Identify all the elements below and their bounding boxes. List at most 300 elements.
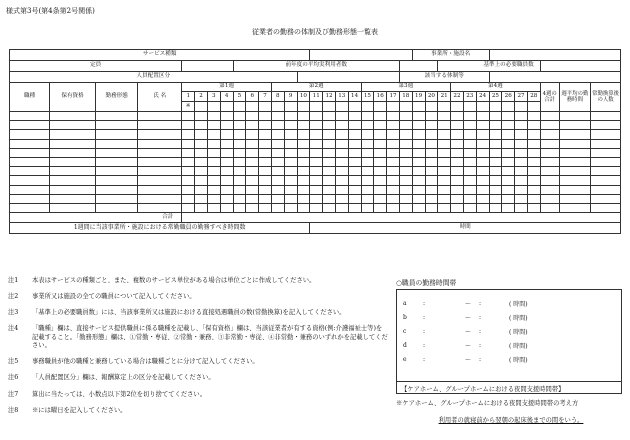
staff-cell[interactable] xyxy=(138,139,182,148)
weekday-cell[interactable] xyxy=(207,102,220,112)
staff-cell[interactable] xyxy=(220,167,233,176)
staff-cell[interactable] xyxy=(559,157,591,166)
staff-cell[interactable] xyxy=(361,167,374,176)
staff-cell[interactable] xyxy=(259,130,272,139)
staff-cell[interactable] xyxy=(387,167,400,176)
staff-category-value[interactable] xyxy=(297,72,399,83)
staff-cell[interactable] xyxy=(527,176,540,185)
staff-cell[interactable] xyxy=(335,203,348,212)
staff-cell[interactable] xyxy=(138,167,182,176)
staff-cell[interactable] xyxy=(515,157,528,166)
staff-cell[interactable] xyxy=(412,121,425,130)
staff-cell[interactable] xyxy=(233,203,246,212)
staff-cell[interactable] xyxy=(310,139,323,148)
staff-cell[interactable] xyxy=(220,176,233,185)
staff-cell[interactable] xyxy=(323,139,336,148)
staff-cell[interactable] xyxy=(559,148,591,157)
staff-cell[interactable] xyxy=(515,139,528,148)
staff-cell[interactable] xyxy=(195,121,208,130)
staff-cell[interactable] xyxy=(271,194,284,203)
staff-cell[interactable] xyxy=(527,130,540,139)
staff-cell[interactable] xyxy=(310,148,323,157)
staff-cell[interactable] xyxy=(323,157,336,166)
staff-cell[interactable] xyxy=(489,203,502,212)
staff-cell[interactable] xyxy=(374,194,387,203)
staff-cell[interactable] xyxy=(207,121,220,130)
staff-cell[interactable] xyxy=(591,203,621,212)
staff-cell[interactable] xyxy=(425,203,438,212)
staff-cell[interactable] xyxy=(540,130,559,139)
staff-cell[interactable] xyxy=(284,148,297,157)
staff-cell[interactable] xyxy=(284,167,297,176)
staff-cell[interactable] xyxy=(220,185,233,194)
staff-cell[interactable] xyxy=(489,194,502,203)
staff-cell[interactable] xyxy=(297,185,310,194)
staff-cell[interactable] xyxy=(361,157,374,166)
staff-cell[interactable] xyxy=(182,167,195,176)
staff-cell[interactable] xyxy=(10,167,50,176)
staff-cell[interactable] xyxy=(476,139,489,148)
staff-cell[interactable] xyxy=(246,148,259,157)
staff-cell[interactable] xyxy=(323,185,336,194)
staff-cell[interactable] xyxy=(476,157,489,166)
staff-cell[interactable] xyxy=(489,176,502,185)
staff-cell[interactable] xyxy=(195,194,208,203)
staff-cell[interactable] xyxy=(297,203,310,212)
staff-cell[interactable] xyxy=(591,185,621,194)
staff-cell[interactable] xyxy=(323,130,336,139)
staff-cell[interactable] xyxy=(96,157,138,166)
staff-cell[interactable] xyxy=(182,157,195,166)
staff-cell[interactable] xyxy=(195,167,208,176)
staff-cell[interactable] xyxy=(412,203,425,212)
staff-cell[interactable] xyxy=(96,130,138,139)
staff-cell[interactable] xyxy=(489,185,502,194)
staff-cell[interactable] xyxy=(323,194,336,203)
staff-cell[interactable] xyxy=(335,130,348,139)
staff-cell[interactable] xyxy=(515,194,528,203)
staff-cell[interactable] xyxy=(10,139,50,148)
staff-cell[interactable] xyxy=(323,167,336,176)
staff-cell[interactable] xyxy=(182,121,195,130)
staff-cell[interactable] xyxy=(195,112,208,121)
staff-cell[interactable] xyxy=(399,148,412,157)
staff-cell[interactable] xyxy=(246,139,259,148)
staff-cell[interactable] xyxy=(310,157,323,166)
weekday-cell[interactable] xyxy=(502,102,515,112)
staff-cell[interactable] xyxy=(399,203,412,212)
staff-cell[interactable] xyxy=(49,185,95,194)
staff-cell[interactable] xyxy=(476,176,489,185)
staff-cell[interactable] xyxy=(49,194,95,203)
staff-cell[interactable] xyxy=(425,194,438,203)
staff-cell[interactable] xyxy=(412,157,425,166)
staff-cell[interactable] xyxy=(515,148,528,157)
staff-cell[interactable] xyxy=(335,185,348,194)
staff-cell[interactable] xyxy=(220,121,233,130)
staff-cell[interactable] xyxy=(361,176,374,185)
staff-cell[interactable] xyxy=(220,157,233,166)
staff-cell[interactable] xyxy=(49,121,95,130)
staff-cell[interactable] xyxy=(207,157,220,166)
staff-cell[interactable] xyxy=(182,203,195,212)
staff-cell[interactable] xyxy=(515,121,528,130)
staff-cell[interactable] xyxy=(10,121,50,130)
staff-cell[interactable] xyxy=(246,167,259,176)
staff-cell[interactable] xyxy=(489,112,502,121)
staff-cell[interactable] xyxy=(540,176,559,185)
staff-cell[interactable] xyxy=(540,121,559,130)
staff-cell[interactable] xyxy=(348,167,361,176)
staff-cell[interactable] xyxy=(476,203,489,212)
staff-cell[interactable] xyxy=(284,130,297,139)
staff-cell[interactable] xyxy=(489,157,502,166)
staff-cell[interactable] xyxy=(10,148,50,157)
weekday-cell[interactable] xyxy=(284,102,297,112)
staff-cell[interactable] xyxy=(271,139,284,148)
staff-cell[interactable] xyxy=(425,157,438,166)
staff-cell[interactable] xyxy=(463,167,476,176)
staff-cell[interactable] xyxy=(425,139,438,148)
staff-cell[interactable] xyxy=(297,130,310,139)
staff-cell[interactable] xyxy=(361,203,374,212)
staff-cell[interactable] xyxy=(540,157,559,166)
staff-cell[interactable] xyxy=(361,139,374,148)
staff-cell[interactable] xyxy=(10,185,50,194)
staff-cell[interactable] xyxy=(335,157,348,166)
weekday-cell[interactable] xyxy=(399,102,412,112)
staff-cell[interactable] xyxy=(271,148,284,157)
staff-cell[interactable] xyxy=(323,121,336,130)
weekday-cell[interactable]: ※ xyxy=(182,102,195,112)
staff-cell[interactable] xyxy=(96,148,138,157)
staff-cell[interactable] xyxy=(284,185,297,194)
staff-cell[interactable] xyxy=(559,203,591,212)
staff-cell[interactable] xyxy=(476,148,489,157)
staff-cell[interactable] xyxy=(96,139,138,148)
staff-cell[interactable] xyxy=(246,194,259,203)
staff-cell[interactable] xyxy=(463,130,476,139)
staff-cell[interactable] xyxy=(182,194,195,203)
staff-cell[interactable] xyxy=(451,203,464,212)
staff-cell[interactable] xyxy=(348,185,361,194)
staff-cell[interactable] xyxy=(348,139,361,148)
staff-cell[interactable] xyxy=(297,157,310,166)
staff-cell[interactable] xyxy=(348,194,361,203)
staff-cell[interactable] xyxy=(425,185,438,194)
staff-cell[interactable] xyxy=(259,148,272,157)
staff-cell[interactable] xyxy=(476,130,489,139)
staff-cell[interactable] xyxy=(310,167,323,176)
staff-cell[interactable] xyxy=(463,112,476,121)
staff-cell[interactable] xyxy=(138,130,182,139)
staff-cell[interactable] xyxy=(387,112,400,121)
staff-cell[interactable] xyxy=(502,130,515,139)
staff-cell[interactable] xyxy=(451,112,464,121)
staff-cell[interactable] xyxy=(502,203,515,212)
staff-cell[interactable] xyxy=(489,139,502,148)
staff-cell[interactable] xyxy=(387,157,400,166)
staff-cell[interactable] xyxy=(559,194,591,203)
staff-cell[interactable] xyxy=(138,176,182,185)
staff-cell[interactable] xyxy=(335,112,348,121)
staff-cell[interactable] xyxy=(425,167,438,176)
staff-cell[interactable] xyxy=(515,112,528,121)
staff-cell[interactable] xyxy=(540,112,559,121)
staff-cell[interactable] xyxy=(425,130,438,139)
staff-cell[interactable] xyxy=(451,157,464,166)
staff-cell[interactable] xyxy=(591,194,621,203)
weekday-cell[interactable] xyxy=(476,102,489,112)
staff-cell[interactable] xyxy=(463,121,476,130)
weekday-cell[interactable] xyxy=(361,102,374,112)
staff-cell[interactable] xyxy=(476,121,489,130)
staff-cell[interactable] xyxy=(310,121,323,130)
staff-cell[interactable] xyxy=(515,130,528,139)
staff-cell[interactable] xyxy=(207,139,220,148)
staff-cell[interactable] xyxy=(412,139,425,148)
staff-cell[interactable] xyxy=(591,112,621,121)
staff-cell[interactable] xyxy=(220,130,233,139)
staff-cell[interactable] xyxy=(310,203,323,212)
staff-cell[interactable] xyxy=(374,167,387,176)
staff-cell[interactable] xyxy=(335,194,348,203)
staff-cell[interactable] xyxy=(374,148,387,157)
staff-cell[interactable] xyxy=(271,185,284,194)
staff-cell[interactable] xyxy=(348,148,361,157)
staff-cell[interactable] xyxy=(49,157,95,166)
staff-cell[interactable] xyxy=(246,203,259,212)
staff-cell[interactable] xyxy=(438,121,451,130)
staff-cell[interactable] xyxy=(335,121,348,130)
staff-cell[interactable] xyxy=(412,112,425,121)
staff-cell[interactable] xyxy=(10,176,50,185)
staff-cell[interactable] xyxy=(476,167,489,176)
staff-cell[interactable] xyxy=(323,148,336,157)
staff-cell[interactable] xyxy=(515,185,528,194)
staff-cell[interactable] xyxy=(463,176,476,185)
staff-cell[interactable] xyxy=(207,148,220,157)
staff-cell[interactable] xyxy=(438,157,451,166)
staff-cell[interactable] xyxy=(96,203,138,212)
staff-cell[interactable] xyxy=(374,121,387,130)
staff-cell[interactable] xyxy=(399,130,412,139)
staff-cell[interactable] xyxy=(49,112,95,121)
staff-cell[interactable] xyxy=(374,157,387,166)
staff-cell[interactable] xyxy=(297,148,310,157)
staff-cell[interactable] xyxy=(220,203,233,212)
staff-cell[interactable] xyxy=(527,148,540,157)
staff-cell[interactable] xyxy=(361,130,374,139)
staff-cell[interactable] xyxy=(271,112,284,121)
weekday-cell[interactable] xyxy=(323,102,336,112)
staff-cell[interactable] xyxy=(425,176,438,185)
staff-cell[interactable] xyxy=(451,167,464,176)
staff-cell[interactable] xyxy=(233,130,246,139)
staff-cell[interactable] xyxy=(489,148,502,157)
staff-cell[interactable] xyxy=(297,167,310,176)
staff-cell[interactable] xyxy=(207,185,220,194)
staff-cell[interactable] xyxy=(527,185,540,194)
staff-cell[interactable] xyxy=(559,167,591,176)
applicable-system-value[interactable] xyxy=(489,72,620,83)
staff-cell[interactable] xyxy=(463,194,476,203)
weekday-cell[interactable] xyxy=(233,102,246,112)
staff-cell[interactable] xyxy=(207,112,220,121)
staff-cell[interactable] xyxy=(515,176,528,185)
staff-cell[interactable] xyxy=(49,176,95,185)
staff-cell[interactable] xyxy=(425,148,438,157)
staff-cell[interactable] xyxy=(259,185,272,194)
staff-cell[interactable] xyxy=(438,130,451,139)
staff-cell[interactable] xyxy=(49,167,95,176)
staff-cell[interactable] xyxy=(451,176,464,185)
staff-cell[interactable] xyxy=(527,139,540,148)
staff-cell[interactable] xyxy=(451,130,464,139)
staff-cell[interactable] xyxy=(297,194,310,203)
staff-cell[interactable] xyxy=(540,148,559,157)
staff-cell[interactable] xyxy=(476,194,489,203)
staff-cell[interactable] xyxy=(310,176,323,185)
staff-cell[interactable] xyxy=(284,121,297,130)
staff-cell[interactable] xyxy=(412,185,425,194)
staff-cell[interactable] xyxy=(195,176,208,185)
staff-cell[interactable] xyxy=(271,203,284,212)
weekday-cell[interactable] xyxy=(489,102,502,112)
staff-cell[interactable] xyxy=(246,176,259,185)
staff-cell[interactable] xyxy=(297,176,310,185)
staff-cell[interactable] xyxy=(348,112,361,121)
staff-cell[interactable] xyxy=(284,157,297,166)
staff-cell[interactable] xyxy=(463,185,476,194)
staff-cell[interactable] xyxy=(96,194,138,203)
staff-cell[interactable] xyxy=(438,176,451,185)
staff-cell[interactable] xyxy=(591,139,621,148)
required-staff-value[interactable] xyxy=(540,61,620,72)
staff-cell[interactable] xyxy=(463,139,476,148)
weekday-cell[interactable] xyxy=(463,102,476,112)
staff-cell[interactable] xyxy=(451,121,464,130)
staff-cell[interactable] xyxy=(195,157,208,166)
staff-cell[interactable] xyxy=(207,167,220,176)
staff-cell[interactable] xyxy=(138,203,182,212)
staff-cell[interactable] xyxy=(361,121,374,130)
staff-cell[interactable] xyxy=(259,167,272,176)
weekday-cell[interactable] xyxy=(515,102,528,112)
staff-cell[interactable] xyxy=(335,139,348,148)
staff-cell[interactable] xyxy=(438,139,451,148)
staff-cell[interactable] xyxy=(502,139,515,148)
staff-cell[interactable] xyxy=(207,194,220,203)
staff-cell[interactable] xyxy=(451,148,464,157)
staff-cell[interactable] xyxy=(259,203,272,212)
staff-cell[interactable] xyxy=(515,167,528,176)
staff-cell[interactable] xyxy=(233,148,246,157)
staff-cell[interactable] xyxy=(361,148,374,157)
staff-cell[interactable] xyxy=(540,203,559,212)
staff-cell[interactable] xyxy=(284,176,297,185)
staff-cell[interactable] xyxy=(559,185,591,194)
staff-cell[interactable] xyxy=(233,167,246,176)
staff-cell[interactable] xyxy=(559,121,591,130)
staff-cell[interactable] xyxy=(233,157,246,166)
staff-cell[interactable] xyxy=(591,167,621,176)
weekday-cell[interactable] xyxy=(348,102,361,112)
staff-cell[interactable] xyxy=(271,121,284,130)
weekday-cell[interactable] xyxy=(246,102,259,112)
staff-cell[interactable] xyxy=(399,167,412,176)
staff-cell[interactable] xyxy=(335,148,348,157)
staff-cell[interactable] xyxy=(591,157,621,166)
staff-cell[interactable] xyxy=(96,176,138,185)
staff-cell[interactable] xyxy=(591,121,621,130)
weekday-cell[interactable] xyxy=(374,102,387,112)
weekday-cell[interactable] xyxy=(335,102,348,112)
staff-cell[interactable] xyxy=(591,176,621,185)
staff-cell[interactable] xyxy=(527,157,540,166)
staff-cell[interactable] xyxy=(233,185,246,194)
staff-cell[interactable] xyxy=(271,157,284,166)
weekday-cell[interactable] xyxy=(527,102,540,112)
staff-cell[interactable] xyxy=(233,176,246,185)
staff-cell[interactable] xyxy=(246,112,259,121)
staff-cell[interactable] xyxy=(387,194,400,203)
staff-cell[interactable] xyxy=(259,194,272,203)
staff-cell[interactable] xyxy=(138,112,182,121)
staff-cell[interactable] xyxy=(297,112,310,121)
staff-cell[interactable] xyxy=(233,139,246,148)
staff-cell[interactable] xyxy=(233,194,246,203)
staff-cell[interactable] xyxy=(284,112,297,121)
staff-cell[interactable] xyxy=(323,203,336,212)
staff-cell[interactable] xyxy=(195,139,208,148)
staff-cell[interactable] xyxy=(527,203,540,212)
staff-cell[interactable] xyxy=(310,194,323,203)
staff-cell[interactable] xyxy=(348,121,361,130)
staff-cell[interactable] xyxy=(271,167,284,176)
capacity-value[interactable] xyxy=(182,61,233,72)
staff-cell[interactable] xyxy=(96,185,138,194)
staff-cell[interactable] xyxy=(451,194,464,203)
staff-cell[interactable] xyxy=(412,148,425,157)
staff-cell[interactable] xyxy=(540,194,559,203)
staff-cell[interactable] xyxy=(297,139,310,148)
staff-cell[interactable] xyxy=(361,112,374,121)
staff-cell[interactable] xyxy=(387,121,400,130)
staff-cell[interactable] xyxy=(374,185,387,194)
staff-cell[interactable] xyxy=(138,148,182,157)
staff-cell[interactable] xyxy=(515,203,528,212)
staff-cell[interactable] xyxy=(348,203,361,212)
staff-cell[interactable] xyxy=(323,176,336,185)
staff-cell[interactable] xyxy=(220,112,233,121)
staff-cell[interactable] xyxy=(438,112,451,121)
staff-cell[interactable] xyxy=(10,194,50,203)
staff-cell[interactable] xyxy=(502,194,515,203)
staff-cell[interactable] xyxy=(476,185,489,194)
staff-cell[interactable] xyxy=(220,148,233,157)
weekday-cell[interactable] xyxy=(195,102,208,112)
staff-cell[interactable] xyxy=(246,185,259,194)
staff-cell[interactable] xyxy=(361,185,374,194)
staff-cell[interactable] xyxy=(96,167,138,176)
staff-cell[interactable] xyxy=(335,167,348,176)
staff-cell[interactable] xyxy=(207,176,220,185)
staff-cell[interactable] xyxy=(49,148,95,157)
staff-cell[interactable] xyxy=(310,112,323,121)
staff-cell[interactable] xyxy=(399,112,412,121)
staff-cell[interactable] xyxy=(502,176,515,185)
